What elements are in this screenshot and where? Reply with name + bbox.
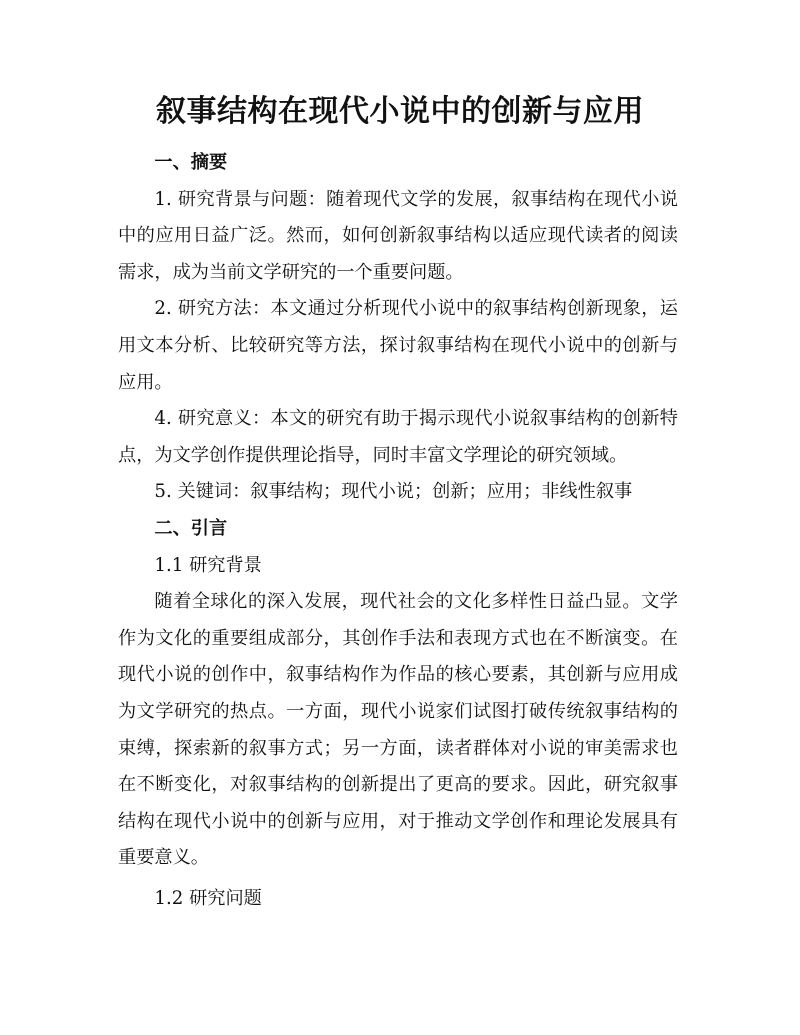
abstract-item-keywords: 5. 关键词：叙事结构；现代小说；创新；应用；非线性叙事 — [154, 481, 633, 503]
abstract-item-background: 1. 研究背景与问题：随着现代文学的发展，叙事结构在现代小说中的应用日益广泛。然而，如何创新叙事结构以适应现代读者的阅读需求，成为当前文学研究的一个重要问题。 — [118, 188, 678, 283]
document-body — [118, 145, 678, 917]
subsection-heading-background: 1.1 研究背景 — [154, 554, 262, 576]
abstract-heading: 一、摘要 — [154, 152, 228, 173]
subsection-heading-question: 1.2 研究问题 — [154, 887, 262, 909]
document-title: 叙事结构在现代小说中的创新与应用 — [156, 94, 644, 129]
abstract-item-method: 2. 研究方法：本文通过分析现代小说中的叙事结构创新现象，运用文本分析、比较研究等方法，探讨叙事结构在现代小说中的创新与应用。 — [118, 298, 678, 393]
abstract-item-significance: 4. 研究意义：本文的研究有助于揭示现代小说叙事结构的创新特点，为文学创作提供理论指导，同时丰富文学理论的研究领域。 — [118, 408, 678, 466]
introduction-heading: 二、引言 — [154, 517, 228, 539]
background-paragraph: 随着全球化的深入发展，现代社会的文化多样性日益凸显。文学作为文化的重要组成部分，其创作手法和表现方式也在不断演变。在现代小说的创作中，叙事结构作为作品的核心要素，其创新与应用成为文学研究的热点。一方面，现代小说家们试图打破传统叙事结构的束缚，探索新的叙事方式；另一方面，读者群体对小说的审美需求也在不断变化，对叙事结构的创新提出了更高的要求。因此，研究叙事结构在现代小说中的创新与应用，对于推动文学创作和理论发展具有重要意义。 — [118, 591, 678, 869]
